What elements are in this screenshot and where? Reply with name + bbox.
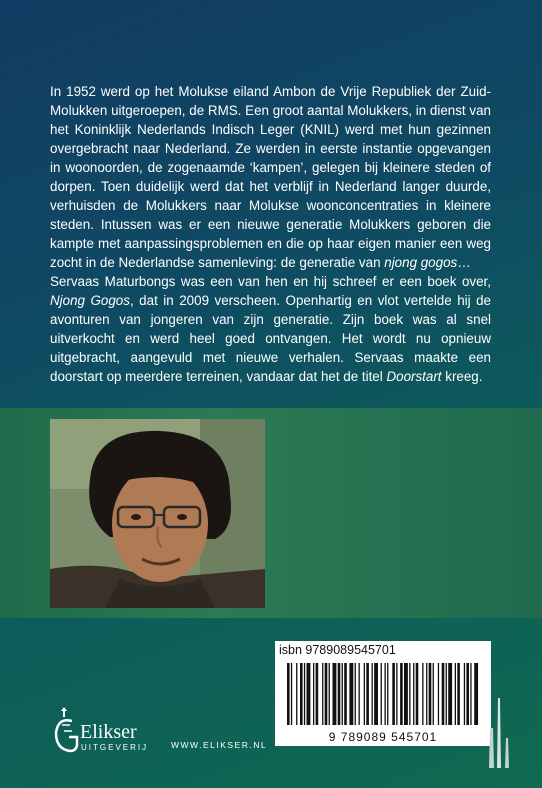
barcode-bar [413, 663, 414, 725]
barcode-bar [455, 663, 456, 725]
barcode-bar [300, 663, 303, 725]
barcode-bars [283, 663, 483, 729]
barcode-bar [316, 663, 319, 725]
barcode [275, 659, 491, 746]
barcode-bar [296, 663, 297, 725]
barcode-bar [396, 663, 397, 725]
barcode-bar [404, 663, 408, 725]
barcode-bar [325, 663, 328, 725]
barcode-bar [446, 663, 447, 725]
barcode-bar [287, 663, 290, 725]
barcode-bar [291, 663, 292, 725]
barcode-bar [470, 663, 471, 725]
barcode-bar [422, 663, 423, 725]
barcode-bar [338, 663, 341, 725]
barcode-bar [364, 663, 365, 725]
blurb-text [50, 82, 491, 386]
barcode-bar [355, 663, 356, 725]
barcode-bar [400, 663, 403, 725]
publisher-name: Elikser [80, 721, 137, 743]
publisher-website[interactable]: WWW.ELIKSER.NL [171, 740, 268, 750]
barcode-bar [333, 663, 337, 725]
barcode-bar [416, 663, 419, 725]
barcode-digits: 9 789089 545701 [328, 730, 438, 744]
barcode-bar [385, 663, 386, 725]
barcode-bar [426, 663, 427, 725]
barcode-bar [374, 663, 378, 725]
barcode-bar [344, 663, 347, 725]
barcode-bar [466, 663, 469, 725]
barcode-bar [429, 663, 432, 725]
barcode-bar [329, 663, 330, 725]
barcode-bar [438, 663, 439, 725]
decorative-pillar-icon [484, 698, 514, 768]
publisher-subtitle: UITGEVERIJ [81, 743, 149, 752]
barcode-bar [307, 663, 311, 725]
author-photo [50, 419, 265, 608]
barcode-bar [474, 663, 478, 725]
blurb-paragraph-2: Servaas Maturbongs was een van hen en hij schreef er een boek over, Njong Gogos, dat in 2009 verscheen. Openhartig en vlot vertelde hij de avonturen van jongeren van zijn generatie. Zijn boek was al snel uitverkocht en werd heel goed ontvangen. Het wordt nu opnieuw uitgebracht, aangevuld met nieuwe verhalen. Servaas maakte een doorstart op meerdere terreinen, vandaar dat het de titel Doorstart kreeg. [50, 274, 491, 384]
barcode-bar [381, 663, 382, 725]
barcode-bar [448, 663, 452, 725]
barcode-bar [392, 663, 395, 725]
publisher-logo-icon [50, 705, 80, 755]
barcode-bar [342, 663, 343, 725]
barcode-bar [304, 663, 305, 725]
barcode-bar [372, 663, 373, 725]
isbn-label: isbn 9789089545701 [275, 641, 491, 659]
barcode-bar [409, 663, 410, 725]
barcode-bar [464, 663, 465, 725]
barcode-bar [349, 663, 353, 725]
barcode-bar [366, 663, 369, 725]
blurb-paragraph-1: In 1952 werd op het Molukse eiland Ambon de Vrije Republiek der Zuid-Molukken uitgeroepen, de RMS. Een groot aantal Molukkers, in dienst van het Koninklijk Nederlands Indisch Leger (KNIL) werd met hun gezinnen overgebracht naar Nederland. Ze werden in eerste instantie opgevangen in woonoorden, de zogenaamde ‘kampen’, gelegen bij kleinere steden of dorpen. Toen duidelijk werd dat het verblijf in Nederland langer duurde, verhuisden de Molukkers naar Molukse woonconcentraties in kleinere steden. Intussen was er een nieuwe generatie Molukkers geboren die kampte met aanpassingsproblemen en die op haar eigen manier een weg zocht in de Nederlandse samenleving: de generatie van njong gogos… [50, 84, 491, 270]
barcode-bar [442, 663, 445, 725]
barcode-bar [313, 663, 314, 725]
publisher-logo [50, 705, 160, 755]
barcode-bar [457, 663, 460, 725]
barcode-bar [387, 663, 388, 725]
barcode-bar [433, 663, 434, 725]
barcode-bar [359, 663, 360, 725]
barcode-bar [322, 663, 323, 725]
